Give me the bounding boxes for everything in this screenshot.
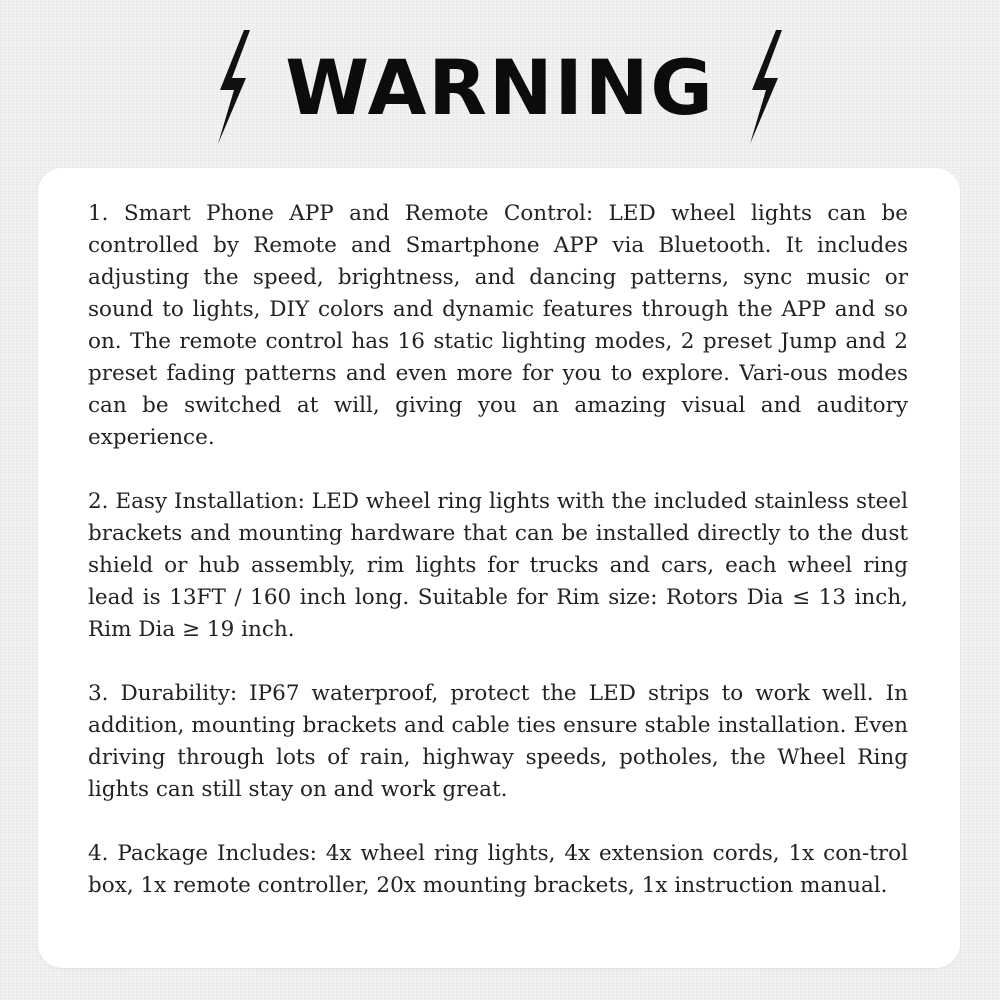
- warning-header: [0, 22, 1000, 152]
- warning-item-installation: 2. Easy Installation: LED wheel ring lights with the included stainless steel brackets and mounting hardware that can be installed directly to the dust shield or hub assembly, rim lights for trucks and cars, each wheel ring lead is 13FT / 160 inch long. Suitable for Rim size: Rotors Dia ≤ 13 inch, Rim Dia ≥ 19 inch.: [88, 489, 908, 642]
- warning-item-durability: 3. Durability: IP67 waterproof, protect the LED strips to work well. In addition, mounting brackets and cable ties ensure stable installation. Even driving through lots of rain, highway speeds, potholes, the Wheel Ring lights can still stay on and work great.: [88, 681, 908, 802]
- warning-title: WARNING: [285, 43, 715, 132]
- warning-card: [38, 168, 960, 968]
- lightning-bolt-icon: [744, 28, 788, 146]
- warning-list: [88, 198, 908, 934]
- warning-item-package: 4. Package Includes: 4x wheel ring lights, 4x extension cords, 1x con-trol box, 1x remote controller, 20x mounting brackets, 1x instruction manual.: [88, 841, 908, 898]
- warning-item-app-remote: 1. Smart Phone APP and Remote Control: LED wheel lights can be controlled by Remote and Smartphone APP via Bluetooth. It includes adjusting the speed, brightness, and dancing patterns, sync music or sound to lights, DIY colors and dynamic features through the APP and so on. The remote control has 16 static lighting modes, 2 preset Jump and 2 preset fading patterns and even more for you to explore. Vari-ous modes can be switched at will, giving you an amazing visual and auditory experience.: [88, 201, 908, 450]
